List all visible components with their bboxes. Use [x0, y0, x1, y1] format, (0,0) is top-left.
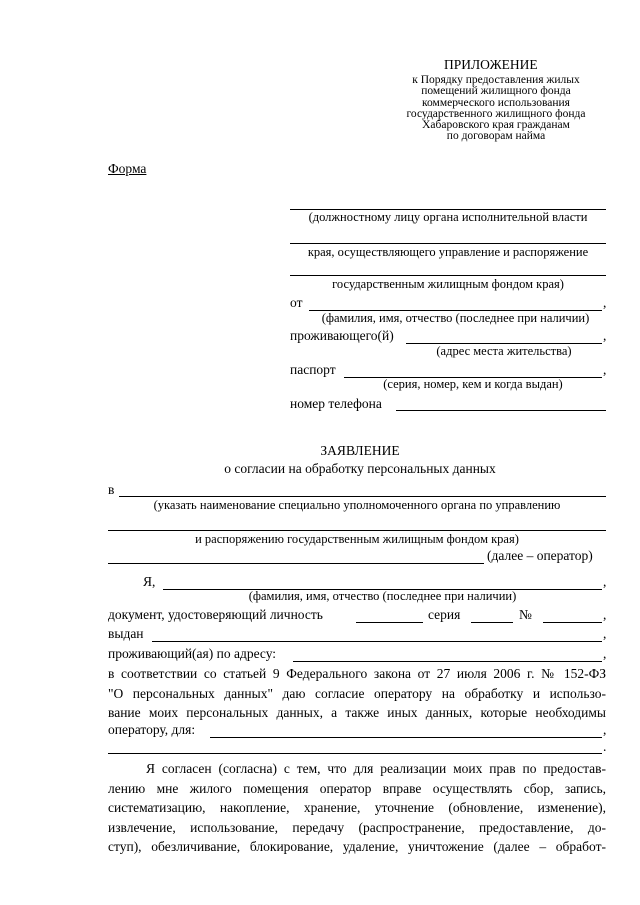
addressee-caption-3: государственным жилищным фондом края): [332, 277, 564, 291]
passport-end: ,: [603, 362, 607, 377]
doc-end: ,: [603, 607, 607, 622]
purpose-end: ,: [603, 722, 607, 737]
address-end: ,: [603, 646, 607, 661]
number-label: №: [519, 607, 532, 622]
i-label: Я,: [143, 574, 156, 589]
phone-label: номер телефона: [290, 396, 382, 411]
consent-line: вание моих персональных данных, а также иных данных, которые необходимы: [108, 705, 606, 720]
appendix-line: к Порядку предоставления жилых: [412, 74, 580, 86]
residing-caption: (адрес места жительства): [436, 344, 572, 358]
agree-paragraph: [108, 759, 606, 857]
addressee-line-2[interactable]: [290, 243, 606, 244]
purpose-label: оператору, для:: [108, 722, 196, 737]
addressee-line-3[interactable]: [290, 275, 606, 276]
series-label: серия: [428, 607, 461, 622]
address-label: проживающий(ая) по адресу:: [108, 646, 277, 661]
address-field[interactable]: [293, 661, 602, 662]
from-end: ,: [603, 295, 607, 310]
purpose-field-2[interactable]: [108, 753, 602, 754]
passport-caption: (серия, номер, кем и когда выдан): [383, 377, 563, 391]
org-caption-1: (указать наименование специально уполномоченного органа по управлению: [153, 498, 561, 512]
agree-line: систематизацию, накопление, хранение, уточнение (обновление, изменение),: [108, 800, 606, 816]
from-caption: (фамилия, имя, отчество (последнее при наличии): [321, 311, 590, 325]
i-end: ,: [603, 574, 607, 589]
appendix-line: помещений жилищного фонда: [421, 85, 571, 98]
agree-line: ступ), обезличивание, блокирование, удаление, уничтожение (далее – обработ-: [108, 839, 606, 855]
consent-line: "О персональных данных" даю согласие оператору на обработку и использо-: [108, 685, 606, 701]
appendix-line: Хабаровского края гражданам: [422, 119, 570, 132]
doc-label: документ, удостоверяющий личность: [108, 607, 323, 622]
number-field[interactable]: [543, 622, 602, 623]
org-caption-2: и распоряжению государственным жилищным фондом края): [195, 532, 519, 546]
from-label: от: [290, 295, 303, 310]
to-label: в: [108, 482, 115, 497]
agree-line: извлечение, использование, передачу (распространение, предоставление, до-: [108, 819, 606, 835]
issued-end: ,: [603, 626, 607, 641]
residing-end: ,: [603, 328, 607, 343]
doc-type-field[interactable]: [356, 622, 423, 623]
series-field[interactable]: [471, 622, 513, 623]
purpose-end-2: .: [603, 739, 607, 754]
name-caption: (фамилия, имя, отчество (последнее при наличии): [248, 589, 517, 603]
org-field-2[interactable]: [108, 530, 606, 531]
operator-suffix: (далее – оператор): [487, 548, 593, 563]
purpose-field[interactable]: [210, 737, 602, 738]
statement-subtitle: о согласии на обработку персональных данных: [224, 461, 496, 476]
residing-label: проживающего(й): [290, 328, 394, 343]
agree-line: Я согласен (согласна) с тем, что для реализации моих прав по предостав-: [146, 761, 606, 776]
appendix-line: по договорам найма: [446, 130, 546, 143]
statement-title: ЗАЯВЛЕНИЕ: [320, 443, 400, 458]
addressee-caption-2: края, осуществляющего управление и распоряжение: [307, 245, 589, 259]
consent-paragraph: [108, 664, 606, 723]
addressee-caption-1: (должностному лицу органа исполнительной власти: [308, 210, 588, 224]
passport-label: паспорт: [290, 362, 336, 377]
appendix-text: [385, 75, 607, 143]
agree-line: лению мне жилого помещения оператор вправе осуществлять сбор, запись,: [108, 780, 606, 796]
form-label: Форма: [108, 161, 147, 176]
appendix-line: государственного жилищного фонда: [406, 107, 586, 120]
issued-field[interactable]: [152, 641, 602, 642]
consent-line: в соответствии со статьей 9 Федерального закона от 27 июля 2006 г. № 152-ФЗ: [108, 666, 606, 681]
appendix-line: коммерческого использования: [422, 96, 570, 109]
org-field[interactable]: [119, 496, 606, 497]
operator-field[interactable]: [108, 563, 484, 564]
phone-field[interactable]: [396, 410, 606, 411]
appendix-title: ПРИЛОЖЕНИЕ: [444, 57, 538, 72]
issued-label: выдан: [108, 626, 144, 641]
